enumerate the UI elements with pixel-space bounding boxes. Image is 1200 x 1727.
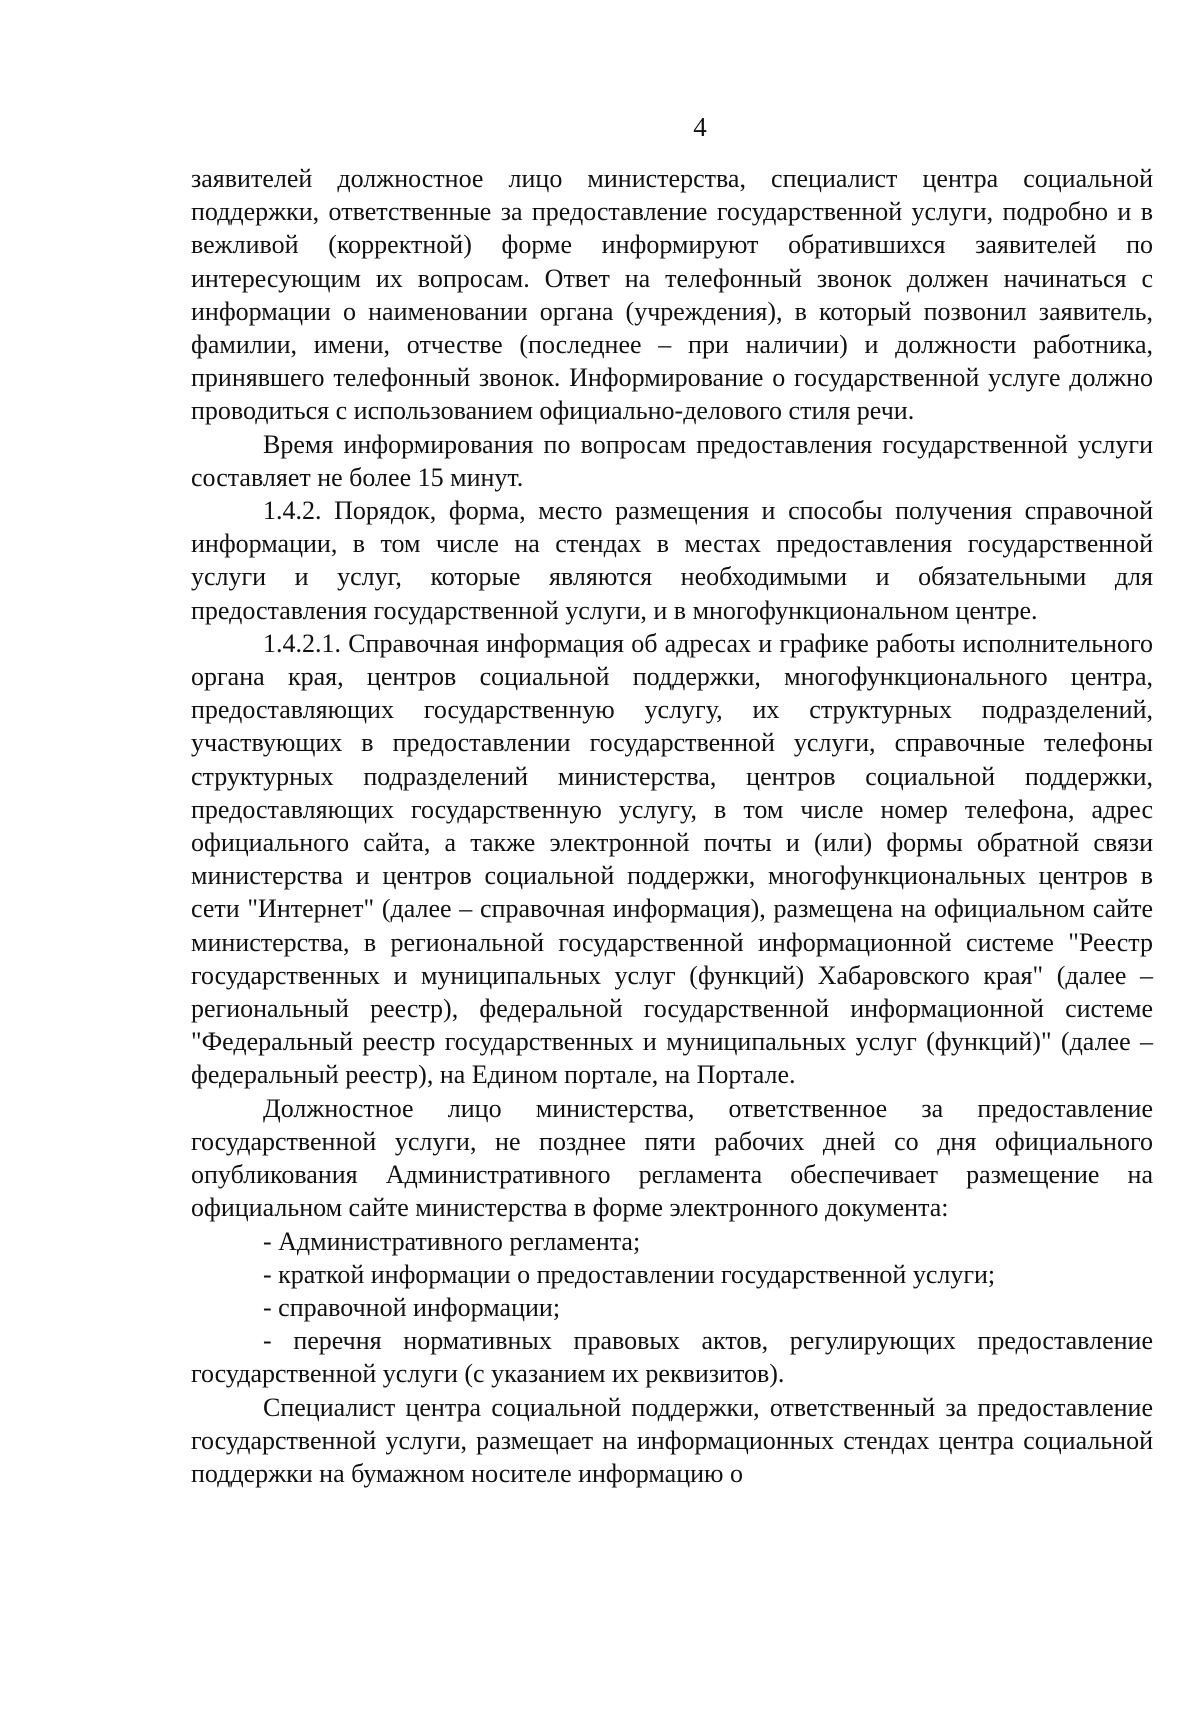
paragraph-official-duty: Должностное лицо министерства, ответственное за предоставление государственной услуги, не позднее пяти рабочих дней со дня официального опубликования Административного регламента обеспечивает размещение на официальном сайте министерства в форме электронного документа: <box>191 1093 1153 1223</box>
page-number: 4 <box>693 112 707 142</box>
paragraph-section-1-4-2-1: 1.4.2.1. Справочная информация об адресах и графике работы исполнительного органа края, центров социальной поддержки, многофункционального центра, предоставляющих государственную услугу, их структурных подразделений, участвующих в предоставлении государственной услуги, справочные телефоны структурных подразделений министерства, центров социальной поддержки, предоставляющих государственную услугу, в том числе номер телефона, адрес официального сайта, а также электронной почты и (или) формы обратной связи министерства и центров социальной поддержки, многофункциональных центров в сети "Интернет" (далее – справочная информация), размещена на официальном сайте министерства, в региональной государственной информационной системе "Реестр государственных и муниципальных услуг (функций) Хабаровского края" (далее – региональный реестр), федеральной государственной информационной системе "Федеральный реестр государственных и муниципальных услуг (функций)" (далее – федеральный реестр), на Едином портале, на Портале. <box>191 628 1153 1090</box>
document-body <box>191 162 1153 1490</box>
list-item-regulation: - Административного регламента; <box>263 1226 641 1256</box>
paragraph-section-1-4-2: 1.4.2. Порядок, форма, место размещения и способы получения справочной информации, в том числе на стендах в местах предоставления государственной услуги и услуг, которые являются необходимыми и обязательными для предоставления государственной услуги, и в многофункциональном центре. <box>191 496 1153 625</box>
list-item-brief-info: - краткой информации о предоставлении государственной услуги; <box>263 1259 996 1289</box>
list-item-legal-acts: - перечня нормативных правовых актов, регулирующих предоставление государственной услуги (с указанием их реквизитов). <box>191 1326 1153 1389</box>
paragraph-specialist: Специалист центра социальной поддержки, ответственный за предоставление государственной услуги, размещает на информационных стендах центра социальной поддержки на бумажном носителе информацию о <box>191 1392 1153 1488</box>
paragraph-informing-time: Время информирования по вопросам предоставления государственной услуги составляет не более 15 минут. <box>191 429 1153 492</box>
list-item-reference-info: - справочной информации; <box>263 1292 561 1322</box>
paragraph-continuation: заявителей должностное лицо министерства, специалист центра социальной поддержки, ответственные за предоставление государственной услуги, подробно и в вежливой (корректной) форме информируют обратившихся заявителей по интересующим их вопросам. Ответ на телефонный звонок должен начинаться с информации о наименовании органа (учреждения), в который позвонил заявитель, фамилии, имени, отчестве (последнее – при наличии) и должности работника, принявшего телефонный звонок. Информирование о государственной услуге должно проводиться с использованием официально-делового стиля речи. <box>191 164 1153 426</box>
